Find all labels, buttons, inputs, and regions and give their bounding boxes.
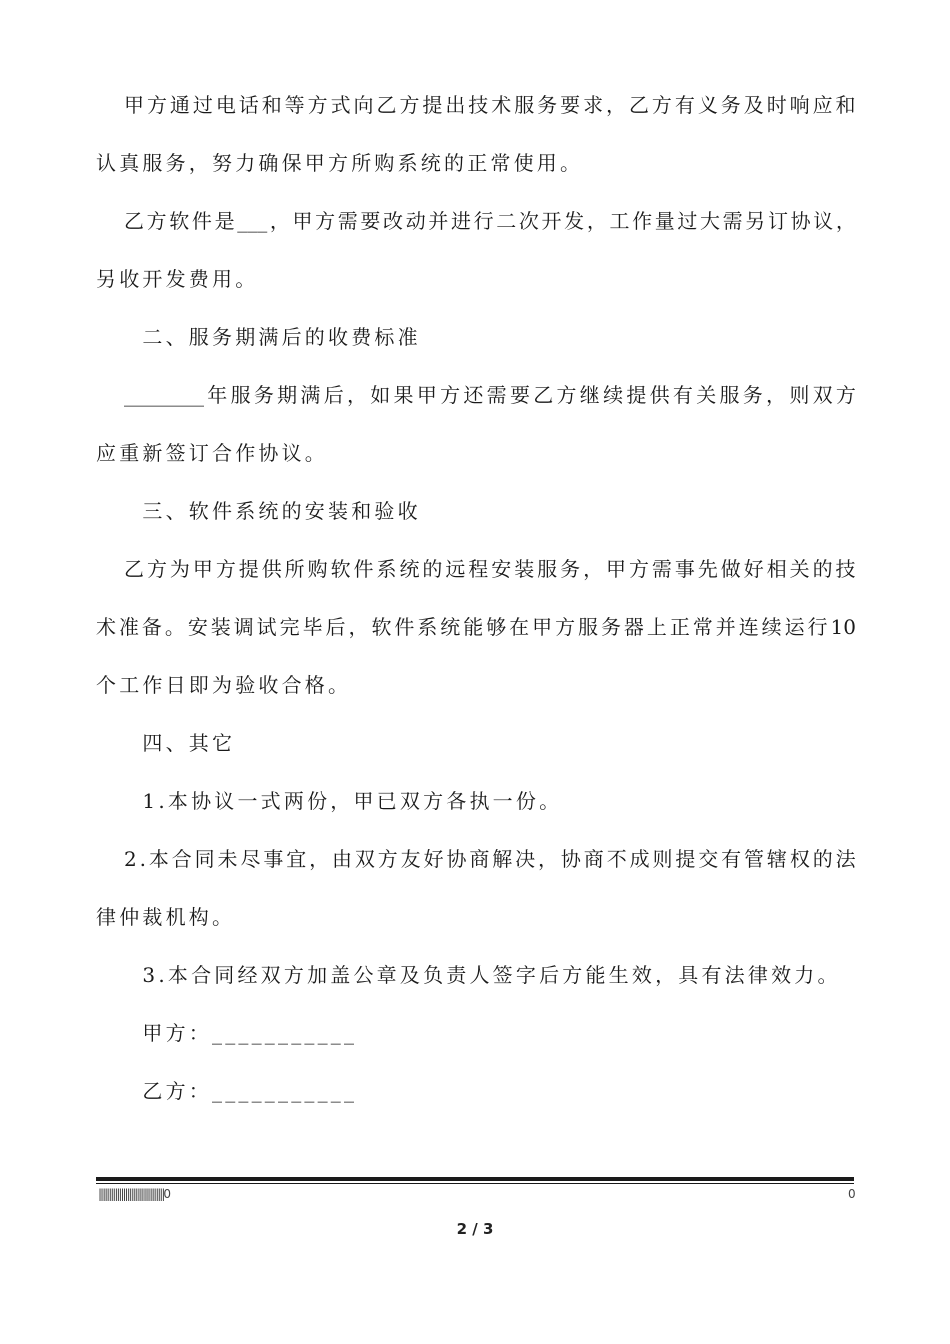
paragraph-line-7: 应重新签订合作协议。 bbox=[96, 441, 328, 465]
footer-divider-thick bbox=[96, 1177, 854, 1181]
paragraph-line-4: 另收开发费用。 bbox=[96, 267, 259, 291]
footer-divider-thin bbox=[96, 1183, 854, 1184]
section-heading-2: 二、服务期满后的收费标准 bbox=[96, 325, 421, 349]
party-a-signature: 甲方：___________ bbox=[96, 1021, 358, 1045]
page-number: 2 / 3 bbox=[456, 1220, 494, 1238]
clause-2: 2 . 本 合 同 未 尽 事 宜 ， 由 双 方 友 好 协 商 解 决 ， 协 商 不 成 则 提 交 有 管 辖 权 的 法 bbox=[124, 847, 856, 871]
paragraph-line-2: 认真服务，努力确保甲方所购系统的正常使用。 bbox=[96, 151, 584, 175]
paragraph-line-1: 甲 方 通 过 电 话 和 等 方 式 向 乙 方 提 出 技 术 服 务 要 求 ， 乙 方 有 义 务 及 时 响 应 和 bbox=[124, 93, 856, 117]
section-heading-3: 三、软件系统的安装和验收 bbox=[96, 499, 421, 523]
footer-right-text: 0 bbox=[848, 1187, 856, 1201]
clause-1: 1.本协议一式两份，甲已双方各执一份。 bbox=[96, 789, 563, 813]
footer-left-text: ||||||||||||||||||||||||||||||||0 bbox=[98, 1187, 170, 1201]
paragraph-line-9: 乙 方 为 甲 方 提 供 所 购 软 件 系 统 的 远 程 安 装 服 务 ， 甲 方 需 事 先 做 好 相 关 的 技 bbox=[124, 557, 856, 581]
clause-2-continued: 律仲裁机构。 bbox=[96, 905, 236, 929]
paragraph-line-6: ________ 年 服 务 期 满 后 ， 如 果 甲 方 还 需 要 乙 方 继 续 提 供 有 关 服 务 ， 则 双 方 bbox=[124, 383, 856, 407]
paragraph-line-10: 术 准 备 。 安 装 调 试 完 毕 后 ， 软 件 系 统 能 够 在 甲 方 服 务 器 上 正 常 并 连 续 运 行 10 bbox=[96, 615, 856, 639]
paragraph-line-3: 乙 方 软 件 是 ___ ， 甲 方 需 要 改 动 并 进 行 二 次 开 发 ， 工 作 量 过 大 需 另 订 协 议 ， bbox=[124, 209, 856, 233]
paragraph-line-11: 个工作日即为验收合格。 bbox=[96, 673, 352, 697]
party-b-signature: 乙方：___________ bbox=[96, 1079, 358, 1103]
section-heading-4: 四、其它 bbox=[96, 731, 236, 755]
clause-3: 3.本合同经双方加盖公章及负责人签字后方能生效，具有法律效力。 bbox=[96, 963, 841, 987]
